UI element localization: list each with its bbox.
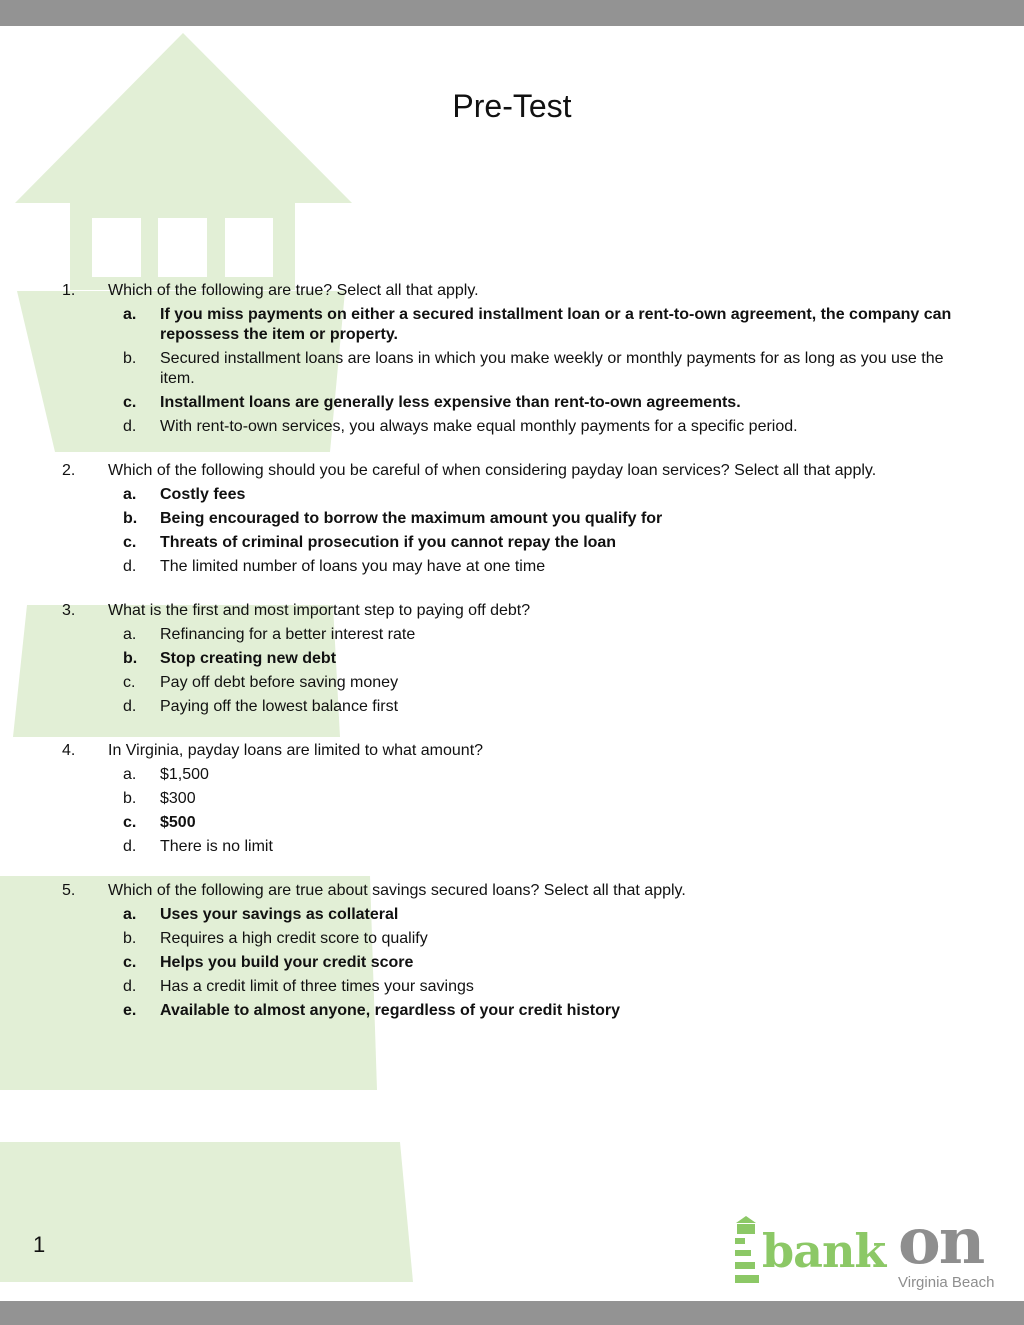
question — [0, 741, 1024, 857]
question-text — [0, 281, 958, 301]
answer-option — [0, 417, 960, 437]
question-number: 5. — [62, 882, 76, 899]
question-text — [0, 741, 958, 761]
option-text: $500 — [160, 814, 196, 831]
answer-option — [0, 929, 960, 949]
option-text: Threats of criminal prosecution if you cannot repay the loan — [160, 534, 617, 551]
answer-option — [0, 813, 960, 833]
option-letter: b. — [123, 350, 137, 367]
option-text: The limited number of loans you may have at one time — [160, 558, 546, 575]
answer-option — [0, 625, 960, 645]
option-letter: c. — [123, 954, 137, 971]
option-text: Stop creating new debt — [160, 650, 337, 667]
answer-option — [0, 305, 960, 345]
question-list — [0, 281, 1024, 1045]
question-text — [0, 881, 958, 901]
logo-location-text: Virginia Beach — [898, 1274, 995, 1291]
option-text: Uses your savings as collateral — [160, 906, 399, 923]
option-text: There is no limit — [160, 838, 273, 855]
option-letter: d. — [123, 418, 137, 435]
answer-option — [0, 557, 960, 577]
question — [0, 281, 1024, 437]
option-letter: a. — [123, 306, 137, 323]
answer-option — [0, 977, 960, 997]
answer-option — [0, 697, 960, 717]
question-prompt: Which of the following are true about savings secured loans? Select all that apply. — [108, 882, 686, 899]
option-letter: a. — [123, 906, 137, 923]
option-letter: c. — [123, 674, 136, 691]
option-letter: b. — [123, 930, 137, 947]
question-number: 3. — [62, 602, 76, 619]
option-letter: d. — [123, 978, 137, 995]
question-number: 2. — [62, 462, 76, 479]
answer-option — [0, 393, 960, 413]
option-letter: e. — [123, 1002, 137, 1019]
option-text: If you miss payments on either a secured installment loan or a rent-to-own agreement, the company can repossess the item or property. — [160, 306, 952, 343]
bottom-bar — [0, 1301, 1024, 1325]
answer-option — [0, 837, 960, 857]
logo-on-text: on — [898, 1204, 984, 1279]
option-letter: a. — [123, 626, 137, 643]
option-letter: d. — [123, 558, 137, 575]
logo-bank-text: bank — [762, 1224, 886, 1278]
question — [0, 461, 1024, 577]
answer-option — [0, 1001, 960, 1021]
option-letter: c. — [123, 814, 137, 831]
question — [0, 601, 1024, 717]
option-text: With rent-to-own services, you always make equal monthly payments for a specific period. — [160, 418, 798, 435]
option-text: Helps you build your credit score — [160, 954, 414, 971]
option-letter: b. — [123, 790, 137, 807]
answer-option — [0, 485, 960, 505]
option-letter: c. — [123, 394, 137, 411]
answer-option — [0, 905, 960, 925]
answer-option — [0, 765, 960, 785]
option-letter: a. — [123, 486, 137, 503]
option-text: Costly fees — [160, 486, 246, 503]
option-text: Installment loans are generally less expensive than rent-to-own agreements. — [160, 394, 741, 411]
answer-option — [0, 649, 960, 669]
option-letter: c. — [123, 534, 137, 551]
option-text: Pay off debt before saving money — [160, 674, 399, 691]
option-text: Secured installment loans are loans in which you make weekly or monthly payments for as long as you use the item. — [160, 350, 944, 387]
question-number: 1. — [62, 282, 76, 299]
page-number: 1 — [33, 1232, 46, 1257]
option-letter: d. — [123, 698, 137, 715]
answer-option — [0, 789, 960, 809]
question — [0, 881, 1024, 1021]
question-text — [0, 601, 958, 621]
question-number: 4. — [62, 742, 76, 759]
option-letter: a. — [123, 766, 137, 783]
option-text: Paying off the lowest balance first — [160, 698, 399, 715]
option-letter: b. — [123, 510, 138, 527]
option-text: Requires a high credit score to qualify — [160, 930, 428, 947]
question-prompt: In Virginia, payday loans are limited to what amount? — [108, 742, 484, 759]
option-letter: d. — [123, 838, 137, 855]
question-prompt: Which of the following are true? Select all that apply. — [108, 282, 479, 299]
option-letter: b. — [123, 650, 138, 667]
option-text: Being encouraged to borrow the maximum amount you qualify for — [160, 510, 663, 527]
bankon-logo — [732, 1204, 1022, 1294]
option-text: Available to almost anyone, regardless of your credit history — [160, 1002, 620, 1019]
question-text — [0, 461, 958, 481]
page-title: Pre-Test — [452, 88, 572, 124]
answer-option — [0, 509, 960, 529]
question-prompt: What is the first and most important step to paying off debt? — [108, 602, 531, 619]
answer-option — [0, 673, 960, 693]
option-text: Has a credit limit of three times your savings — [160, 978, 474, 995]
question-prompt: Which of the following should you be careful of when considering payday loan services? Select all that apply. — [108, 462, 877, 479]
answer-option — [0, 953, 960, 973]
answer-option — [0, 349, 960, 389]
option-text: $1,500 — [160, 766, 209, 783]
lighthouse-logo-icon — [732, 1216, 760, 1292]
option-text: Refinancing for a better interest rate — [160, 626, 416, 643]
answer-option — [0, 533, 960, 553]
option-text: $300 — [160, 790, 196, 807]
